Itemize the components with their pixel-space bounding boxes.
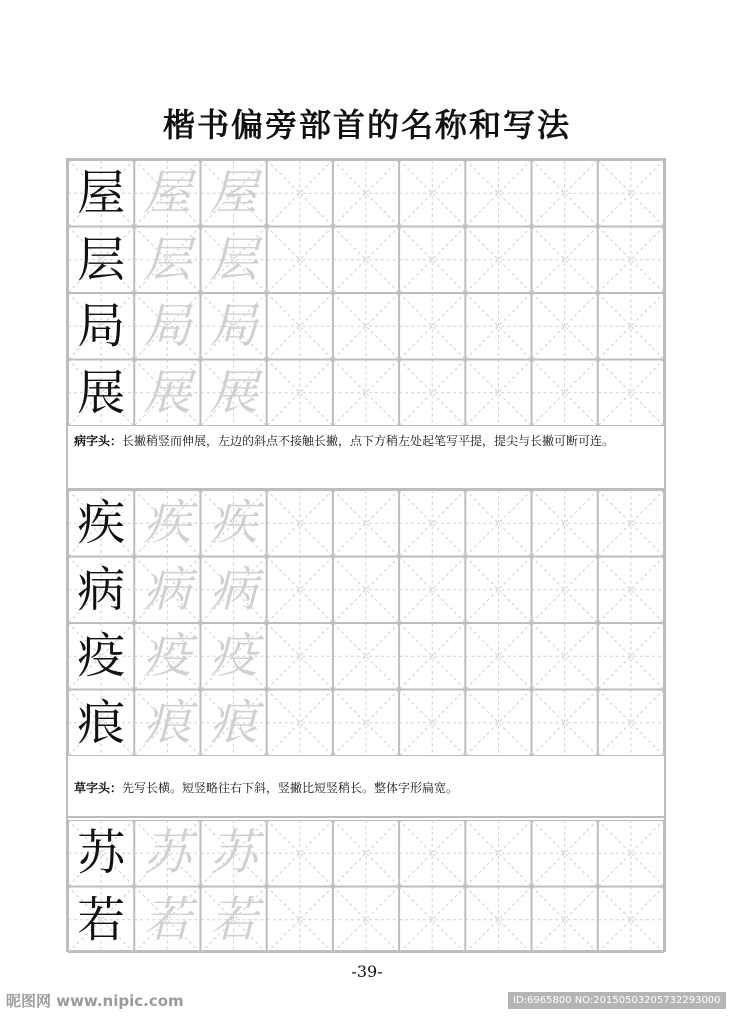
- trace-character: 层: [143, 231, 192, 288]
- trace-character: 苏: [143, 825, 192, 881]
- note-1: [74, 430, 662, 452]
- watermark-logo: 昵图网 www.nipic.com: [6, 992, 184, 1010]
- note-2-text: 先写长横。短竖略往右下斜，竖撇比短竖稍长。整体字形扁宽。: [122, 781, 459, 795]
- model-character: 层: [77, 231, 126, 288]
- model-character: 屋: [77, 165, 126, 221]
- grid-block-2: [68, 490, 664, 756]
- model-character: 痕: [77, 694, 126, 751]
- trace-character: 痕: [143, 694, 192, 751]
- trace-character: 展: [143, 364, 192, 421]
- trace-character: 疾: [209, 495, 258, 551]
- trace-character: 病: [209, 561, 258, 618]
- trace-character: 若: [209, 891, 258, 948]
- trace-character: 屋: [143, 165, 192, 221]
- trace-character: 病: [143, 561, 192, 618]
- model-character: 若: [77, 891, 126, 948]
- trace-character: 层: [209, 231, 258, 288]
- practice-sheet: [66, 158, 666, 952]
- trace-character: 局: [143, 298, 192, 354]
- model-character: 疫: [77, 628, 126, 684]
- model-character: 病: [77, 561, 126, 618]
- watermark-id: ID:6965800 NO:20150503205732293000: [508, 992, 726, 1009]
- trace-character: 痕: [209, 694, 258, 751]
- grid-block-3: [68, 820, 664, 952]
- page-number: -39-: [351, 962, 383, 981]
- note-2: [74, 777, 662, 799]
- trace-character: 疫: [143, 628, 192, 684]
- model-character: 疾: [77, 495, 126, 551]
- trace-character: 若: [143, 891, 192, 948]
- trace-character: 展: [209, 364, 258, 421]
- trace-character: 屋: [209, 165, 258, 221]
- model-character: 展: [77, 364, 126, 421]
- grid-block-1: [68, 160, 664, 426]
- trace-character: 局: [209, 298, 258, 354]
- model-character: 苏: [77, 825, 126, 881]
- trace-character: 苏: [209, 825, 258, 881]
- note-1-text: 长撇稍竖而伸展，左边的斜点不接触长撇，点下方稍左处起笔写平提，提尖与长撇可断可连。: [122, 434, 615, 448]
- separator: [68, 816, 664, 818]
- trace-character: 疾: [143, 495, 192, 551]
- note-2-heading: 草字头：: [74, 781, 123, 795]
- page-title: 楷书偏旁部首的名称和写法: [162, 106, 571, 144]
- note-1-heading: 病字头：: [74, 434, 123, 448]
- model-character: 局: [77, 298, 126, 354]
- trace-character: 疫: [209, 628, 258, 684]
